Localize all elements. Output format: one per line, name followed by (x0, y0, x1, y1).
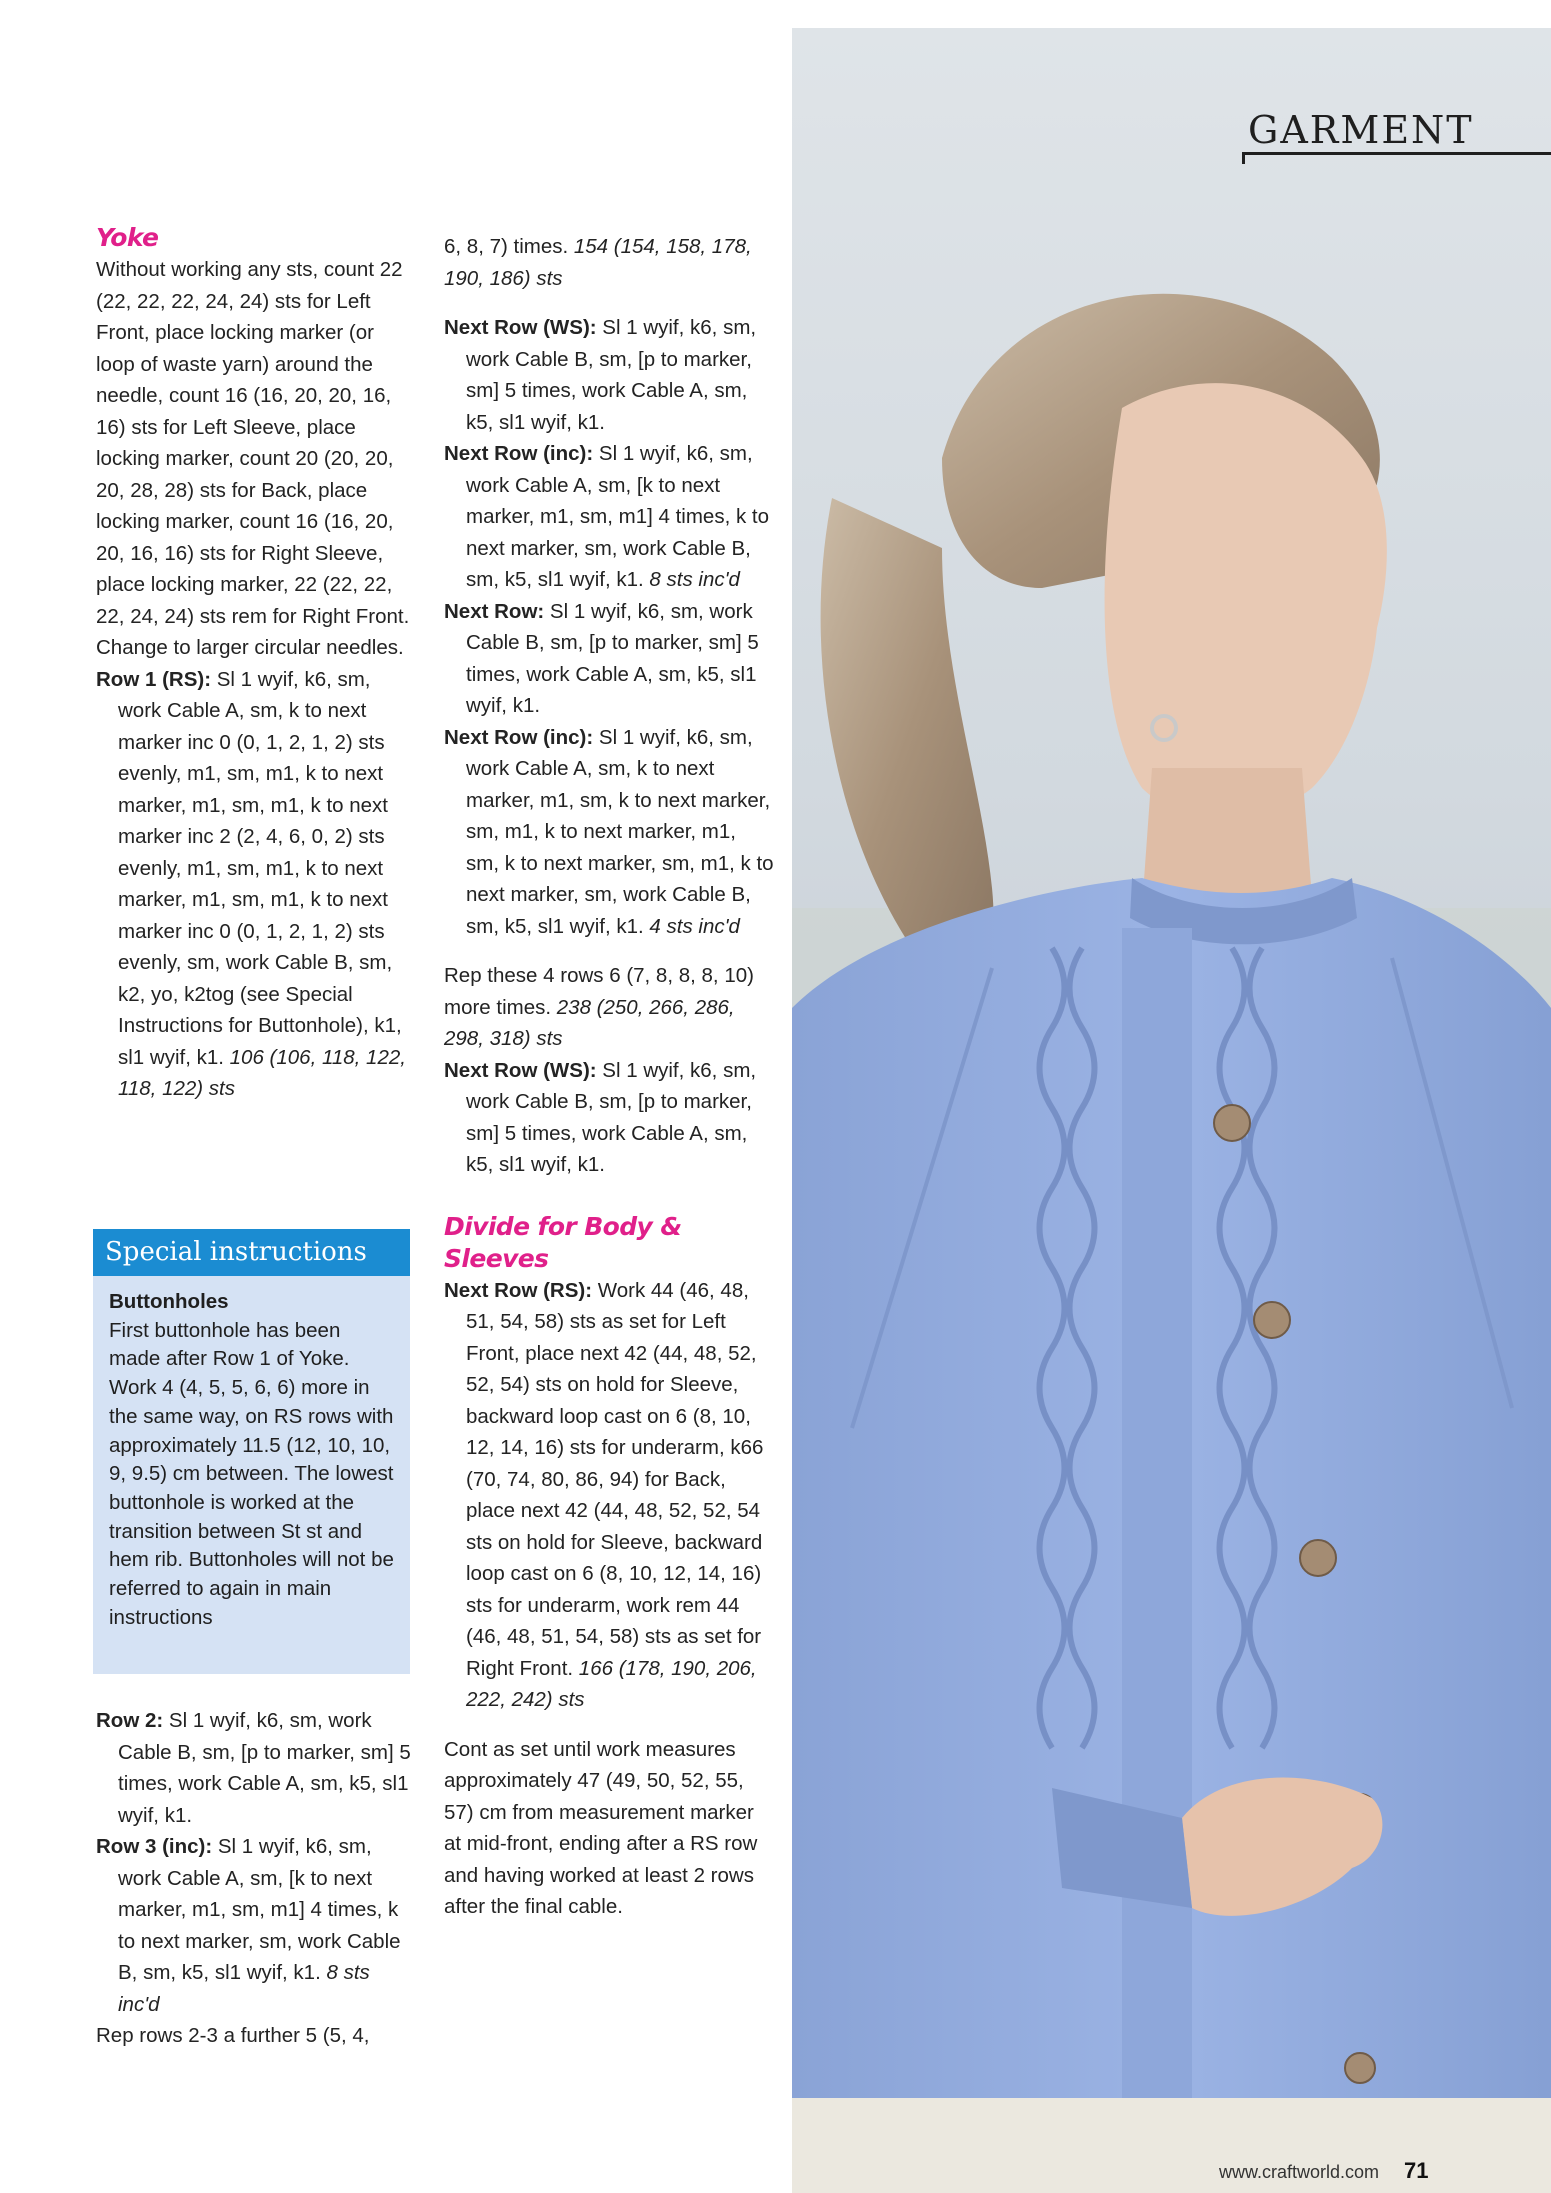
next-row-inc-1 (444, 438, 774, 596)
next-row-inc-2 (444, 722, 774, 943)
spacer (444, 1181, 774, 1211)
next-row-inc-1-label: Next Row (inc): (444, 442, 594, 465)
next-row-inc-1-count: 8 sts inc'd (643, 568, 740, 591)
row1-instruction (96, 664, 416, 1105)
rep-these-rows-count: 238 (250, 266, 286, 298, 318) sts (444, 995, 735, 1050)
final-text: Cont as set until work measures approximately 47 (49, 50, 52, 55, 57) cm from measurement marker at mid-front, ending after a RS row and having worked at least 2 rows after the final cable. (444, 1737, 758, 1918)
column-2 (444, 231, 774, 1923)
model-photo (792, 28, 1551, 2193)
row3-count: 8 sts inc'd (118, 1961, 370, 2016)
row3-label: Row 3 (inc): (96, 1835, 213, 1858)
next-row-rs-divide-label: Next Row (RS): (444, 1278, 593, 1302)
special-instructions-body (93, 1276, 410, 1632)
rep-rows-text: Rep rows 2-3 a further 5 (5, 4, (96, 2024, 370, 2047)
row1-text: Sl 1 wyif, k6, sm, work Cable A, sm, k to next marker inc 0 (0, 1, 2, 1, 2) sts evenly, m1, sm, m1, k to next marker, m1, sm, m1, k to next marker inc 2 (2, 4, 6, 0, 2) sts evenly, m1, sm, m1, k to next marker, m1, sm, m1, k to next marker inc 0 (0, 1, 2, 1, 2) sts evenly, sm, work Cable B, sm, k2, yo, k2tog (see Special Instructions for Buttonhole), k1, sl1 wyif, k1. (118, 667, 402, 1069)
next-row-plain (444, 596, 774, 722)
page-footer (1219, 2158, 1429, 2184)
yoke-intro: Without working any sts, count 22 (22, 22, 22, 24, 24) sts for Left Front, place locking marker (or loop of waste yarn) around the needle, count 16 (16, 20, 20, 16, 16) sts for Left Sleeve, place locking marker, count 20 (20, 20, 20, 28, 28) sts for Back, place locking marker, count 16 (16, 20, 20, 16, 16) sts for Right Sleeve, place locking marker, 22 (22, 22, 22, 24, 24) sts rem for Right Front. Change to larger circular needles. (96, 258, 410, 659)
column-1 (96, 222, 416, 1105)
next-row-inc-1-text: Sl 1 wyif, k6, sm, work Cable A, sm, [k to next marker, m1, sm, m1] 4 times, k to next marker, sm, work Cable B, sm, k5, sl1 wyif, k1. (466, 442, 770, 591)
page-number: 71 (1404, 2158, 1429, 2183)
next-row-ws-1-text: Sl 1 wyif, k6, sm, work Cable B, sm, [p to marker, sm] 5 times, work Cable A, sm, k5, sl1 wyif, k1. (466, 316, 757, 434)
next-row-ws-1-label: Next Row (WS): (444, 316, 597, 339)
column-1-continued (96, 1705, 416, 2052)
section-label: GARMENT (1248, 108, 1474, 152)
row1-count: 106 (106, 118, 122, 118, 122) sts (118, 1045, 406, 1100)
next-row-inc-2-label: Next Row (inc): (444, 725, 594, 749)
row3-instruction (96, 1831, 416, 2020)
rep-these-rows-text: Rep these 4 rows 6 (7, 8, 8, 8, 10) more times. (444, 964, 754, 1019)
next-row-plain-text: Sl 1 wyif, k6, sm, work Cable B, sm, [p to marker, sm] 5 times, work Cable A, sm, k5, sl1 wyif, k1. (466, 599, 759, 717)
next-row-ws-1 (444, 312, 774, 438)
buttonholes-text: First buttonhole has been made after Row 1 of Yoke. Work 4 (4, 5, 5, 6, 6) more in the same way, on RS rows with approximately 11.5 (12, 10, 10, 9, 9.5) cm between. The lowest buttonhole is worked at the transition between St st and hem rib. Buttonholes will not be referred to again in main instructions (109, 1318, 394, 1629)
continued-text (444, 231, 774, 294)
section-rule (1242, 152, 1551, 155)
rep-these-rows (444, 960, 774, 1055)
spacer (444, 942, 774, 960)
next-row-inc-2-text: Sl 1 wyif, k6, sm, work Cable A, sm, k to next marker, m1, sm, k to next marker, sm, m1, k to next marker, m1, sm, k to next marker, sm, m1, k to next marker, sm, work Cable B, sm, k5, sl1 wyif, k1. (466, 725, 774, 938)
row3-text: Sl 1 wyif, k6, sm, work Cable A, sm, [k to next marker, m1, sm, m1] 4 times, k to next marker, sm, work Cable B, sm, k5, sl1 wyif, k1. (118, 1835, 401, 1984)
next-row-ws-2-text: Sl 1 wyif, k6, sm, work Cable B, sm, [p to marker, sm] 5 times, work Cable A, sm, k5, sl1 wyif, k1. (466, 1058, 757, 1176)
row2-label: Row 2: (96, 1709, 164, 1732)
buttonholes-subheading: Buttonholes (109, 1290, 229, 1313)
special-instructions-box (93, 1229, 410, 1674)
next-row-ws-2-label: Next Row (WS): (444, 1058, 597, 1082)
next-row-rs-divide-text: Work 44 (46, 48, 51, 54, 58) sts as set for Left Front, place next 42 (44, 48, 52, 52, 54) sts on hold for Sleeve, backward loop cast on 6 (8, 10, 12, 14, 16) sts for underarm, k66 (70, 74, 80, 86, 94) for Back, place next 42 (44, 48, 52, 52, 54 sts on hold for Sleeve, backward loop cast on 6 (8, 10, 12, 14, 16) sts for underarm, work rem 44 (46, 48, 51, 54, 58) sts as set for Right Front. (466, 1278, 764, 1680)
row1-label: Row 1 (RS): (96, 667, 212, 691)
next-row-rs-divide (444, 1275, 774, 1716)
section-tick (1242, 152, 1245, 164)
next-row-plain-label: Next Row: (444, 599, 545, 623)
divide-heading: Divide for Body & Sleeves (444, 1211, 682, 1273)
row2-text: Sl 1 wyif, k6, sm, work Cable B, sm, [p to marker, sm] 5 times, work Cable A, sm, k5, sl1 wyif, k1. (118, 1709, 411, 1827)
spacer (444, 1716, 774, 1734)
next-row-ws-2 (444, 1055, 774, 1181)
special-instructions-heading: Special instructions (93, 1229, 410, 1276)
footer-url: www.craftworld.com (1219, 2162, 1380, 2182)
row2-instruction (96, 1705, 416, 1831)
continued-count: 154 (154, 158, 178, 190, 186) sts (444, 235, 752, 290)
next-row-rs-divide-count: 166 (178, 190, 206, 222, 242) sts (466, 1656, 757, 1711)
continued-times: 6, 8, 7) times. (444, 235, 569, 258)
section-tag (1248, 108, 1551, 160)
next-row-inc-2-count: 4 sts inc'd (643, 914, 740, 938)
yoke-heading: Yoke (96, 223, 159, 252)
spacer (444, 294, 774, 312)
